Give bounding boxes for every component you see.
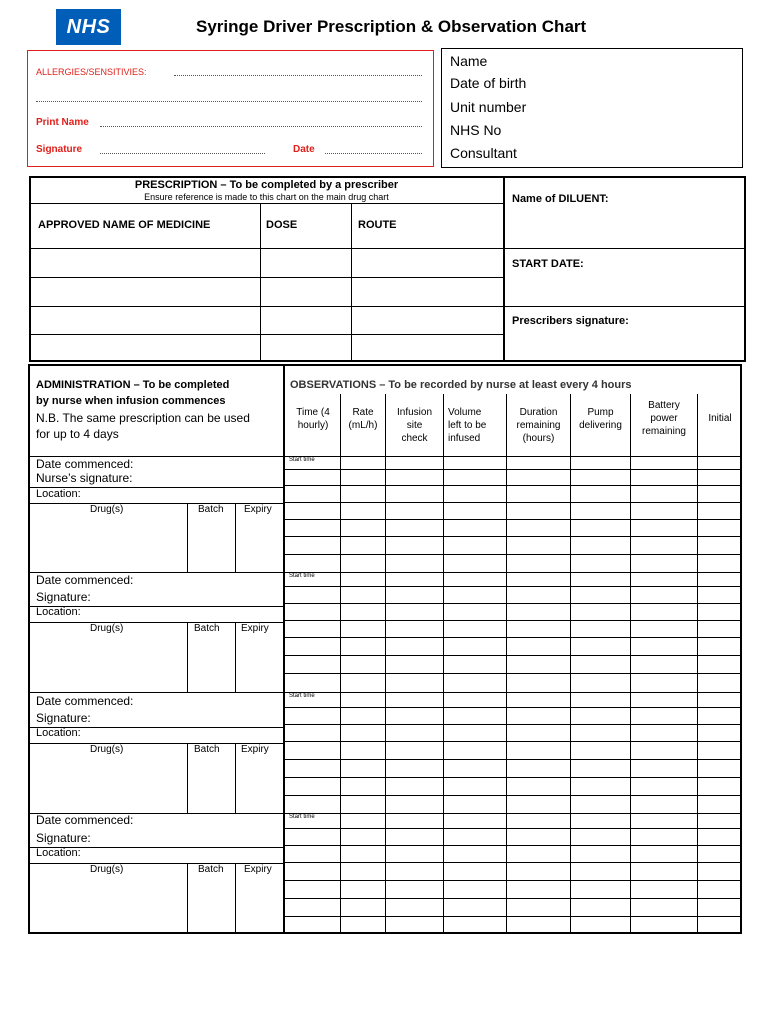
prescription-title: PRESCRIPTION – To be completed by a prescriber — [134, 179, 399, 191]
col-dose-header: DOSE — [266, 219, 298, 231]
block4-batch: Batch — [198, 864, 224, 875]
start-date-label: START DATE: — [512, 258, 584, 270]
obs-col-initial: Initial — [708, 413, 732, 424]
obs-col-duration: Duration remaining (hours) — [516, 407, 561, 444]
block3-start-time: Start time — [289, 693, 315, 699]
patient-consultant-label: Consultant — [450, 145, 517, 161]
patient-nhs-label: NHS No — [450, 122, 502, 138]
admin-line-4: for up to 4 days — [36, 427, 119, 441]
block1-nurse-signature: Nurse’s signature: — [36, 471, 133, 485]
block2-batch: Batch — [194, 623, 220, 634]
admin-line-1: ADMINISTRATION – To be completed — [36, 379, 230, 391]
page-title: Syringe Driver Prescription & Observation Chart — [196, 17, 587, 36]
obs-col-pump: Pump delivering — [579, 407, 622, 431]
date-label: Date — [293, 144, 315, 155]
patient-unit-label: Unit number — [450, 99, 527, 115]
obs-col-site-check: Infusion site check — [396, 407, 433, 444]
block2-signature: Signature: — [36, 590, 91, 604]
print-name-label: Print Name — [36, 117, 89, 128]
patient-dob-label: Date of birth — [450, 75, 527, 91]
block1-drugs: Drug(s) — [90, 504, 124, 515]
allergies-box — [27, 50, 434, 167]
prescription-section — [29, 176, 746, 362]
col-route-header: ROUTE — [358, 219, 397, 231]
block2-date-commenced: Date commenced: — [36, 573, 134, 587]
block4-signature: Signature: — [36, 831, 91, 845]
block1-date-commenced: Date commenced: — [36, 457, 134, 471]
allergies-line-1[interactable] — [174, 75, 422, 76]
col-medicine-header: APPROVED NAME OF MEDICINE — [38, 219, 211, 231]
signature-line[interactable] — [100, 153, 265, 154]
block3-signature: Signature: — [36, 711, 91, 725]
block1-expiry: Expiry — [244, 504, 272, 515]
block2-location: Location: — [36, 606, 81, 618]
block4-drugs: Drug(s) — [90, 864, 124, 875]
diluent-label: Name of DILUENT: — [512, 193, 609, 205]
block1-location: Location: — [36, 488, 81, 500]
patient-details-box — [441, 48, 743, 168]
block2-expiry: Expiry — [241, 623, 269, 634]
block2-start-time: Start time — [289, 573, 315, 579]
block3-expiry: Expiry — [241, 744, 269, 755]
admin-line-2: by nurse when infusion commences — [36, 395, 226, 407]
date-line[interactable] — [325, 153, 422, 154]
block4-expiry: Expiry — [244, 864, 272, 875]
nhs-logo: NHS — [56, 9, 121, 45]
block3-location: Location: — [36, 727, 81, 739]
block3-batch: Batch — [194, 744, 220, 755]
block4-location: Location: — [36, 847, 81, 859]
obs-col-volume: Volume left to be infused — [448, 407, 487, 444]
allergies-line-2[interactable] — [36, 101, 422, 102]
block3-drugs: Drug(s) — [90, 744, 124, 755]
signature-label: Signature — [36, 144, 83, 155]
block3-date-commenced: Date commenced: — [36, 694, 134, 708]
block4-date-commenced: Date commenced: — [36, 813, 134, 827]
block1-batch: Batch — [198, 504, 224, 515]
block2-drugs: Drug(s) — [90, 623, 124, 634]
prescription-subtitle: Ensure reference is made to this chart on the main drug chart — [144, 192, 389, 202]
observations-title: OBSERVATIONS – To be recorded by nurse at least every 4 hours — [290, 379, 632, 391]
patient-name-label: Name — [450, 53, 488, 69]
block1-start-time: Start time — [289, 457, 315, 463]
obs-col-time: Time (4 hourly) — [296, 407, 330, 431]
administration-section — [28, 364, 742, 934]
obs-col-rate: Rate (mL/h) — [348, 407, 378, 431]
allergies-label: ALLERGIES/SENSITIVIES: — [36, 67, 147, 77]
prescriber-signature-label: Prescribers signature: — [512, 315, 629, 327]
admin-line-3: N.B. The same prescription can be used — [36, 411, 250, 425]
print-name-line[interactable] — [100, 126, 422, 127]
obs-col-battery: Battery power remaining — [642, 400, 686, 437]
block4-start-time: Start time — [289, 814, 315, 820]
